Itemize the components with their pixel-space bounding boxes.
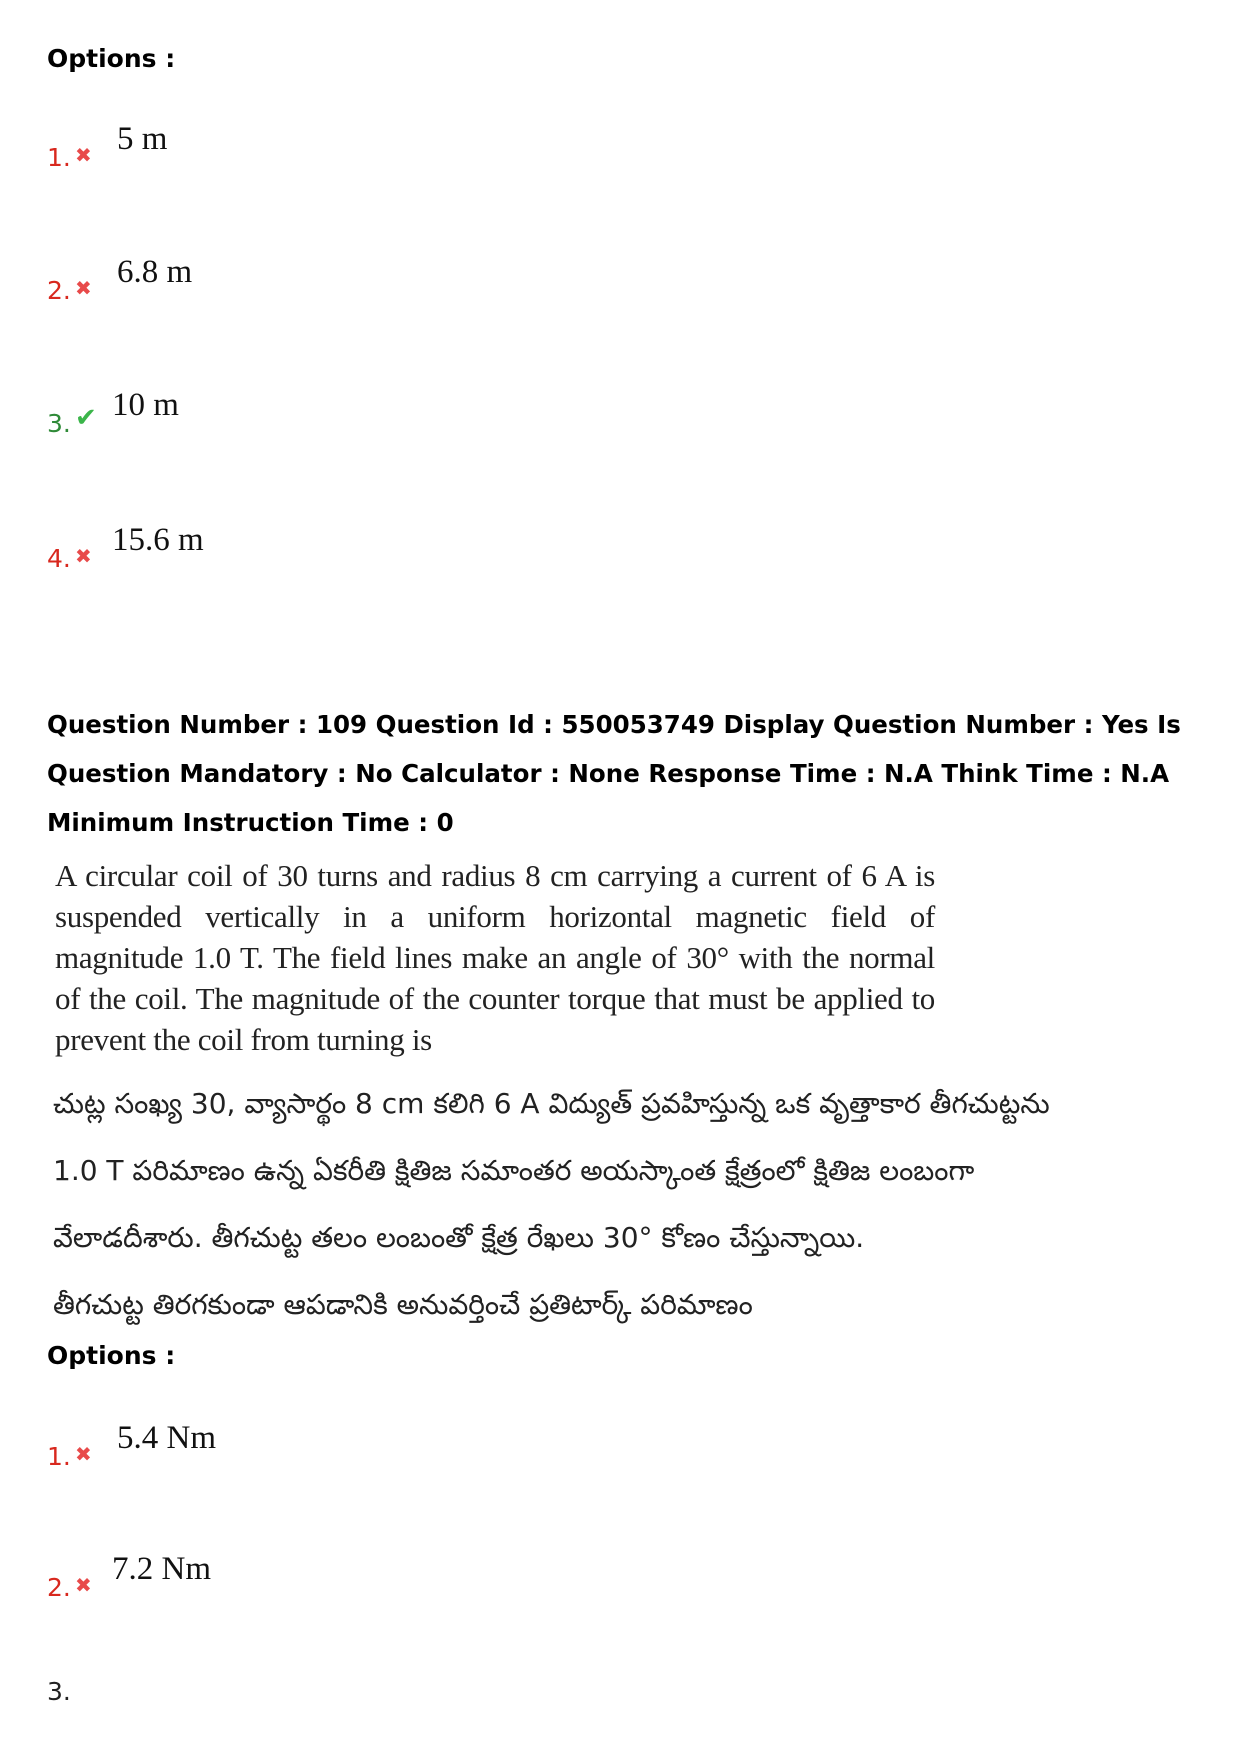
question-text-english: A circular coil of 30 turns and radius 8 cm carrying a current of 6 A is suspended vertically in a uniform horizontal magnetic field of magnitude 1.0 T. The field lines make an angle of 30° with the normal of the coil. The magnitude of the counter torque that must be applied to prevent the coil from turning is xyxy=(55,858,935,1057)
cross-icon: ✖ xyxy=(75,1442,92,1466)
option-value: 15.6 m xyxy=(112,522,204,558)
options-label: Options : xyxy=(47,44,176,73)
option-value: 5 m xyxy=(117,121,168,157)
cross-icon: ✖ xyxy=(75,143,92,167)
option-number: 3. xyxy=(47,1677,71,1706)
option-3 xyxy=(47,387,647,459)
telugu-line: 1.0 T పరిమాణం ఉన్న ఏకరీతి క్షితిజ సమాంతర అయస్కాంత క్షేత్రంలో క్షితిజ లంబంగా xyxy=(53,1154,975,1187)
option-number: 2. xyxy=(47,1573,71,1602)
option-number: 2. xyxy=(47,276,71,305)
option-1 xyxy=(47,1420,647,1492)
option-number: 1. xyxy=(47,143,71,172)
option-3 xyxy=(47,1667,647,1727)
option-number: 4. xyxy=(47,544,71,573)
option-number: 1. xyxy=(47,1442,71,1471)
option-2 xyxy=(47,254,647,326)
question-meta: Question Number : 109 Question Id : 550053749 Display Question Number : Yes Is Question Mandatory : No Calculator : None Response Time : N.A Think Time : N.A Minimum Instruction Time : 0 xyxy=(47,710,1181,837)
options-label: Options : xyxy=(47,1341,176,1370)
option-value: 10 m xyxy=(112,387,179,423)
option-value: 7.2 Nm xyxy=(112,1551,211,1587)
question-text-telugu xyxy=(47,1070,1050,1338)
cross-icon: ✖ xyxy=(75,276,92,300)
telugu-line: చుట్ల సంఖ్య 30, వ్యాసార్థం 8 cm కలిగి 6 A విద్యుత్ ప్రవహిస్తున్న ఒక వృత్తాకార తీగచుట్టను xyxy=(53,1087,1050,1120)
check-icon: ✔ xyxy=(75,403,97,433)
telugu-line: వేలాడదీశారు. తీగచుట్ట తలం లంబంతో క్షేత్ర రేఖలు 30° కోణం చేస్తున్నాయి. xyxy=(53,1221,865,1254)
option-value: 5.4 Nm xyxy=(117,1420,216,1456)
option-2 xyxy=(47,1551,647,1623)
option-value: 6.8 m xyxy=(117,254,193,290)
option-number: 3. xyxy=(47,409,71,438)
question-body xyxy=(47,855,1050,1338)
cross-icon: ✖ xyxy=(75,1573,92,1597)
option-4 xyxy=(47,522,647,594)
telugu-line: తీగచుట్ట తిరగకుండా ఆపడానికి అనువర్తించే ప్రతిటార్క్ పరిమాణం xyxy=(53,1288,753,1321)
cross-icon: ✖ xyxy=(75,544,92,568)
option-1 xyxy=(47,121,647,193)
